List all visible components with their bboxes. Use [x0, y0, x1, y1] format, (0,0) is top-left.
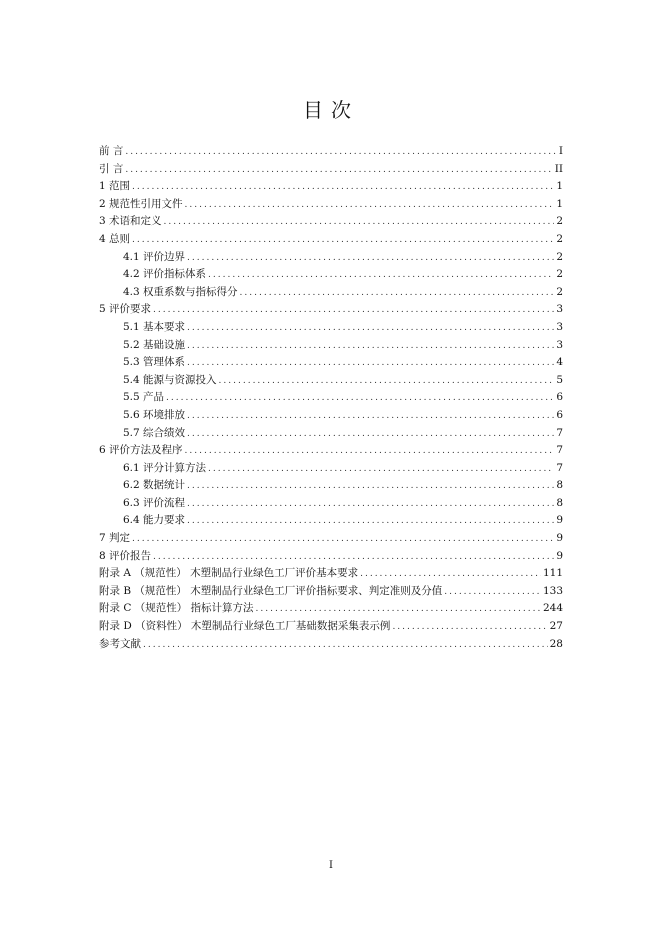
toc-entry-label: 前 言: [99, 145, 124, 157]
toc-entry-label: 5 评价要求: [99, 303, 152, 316]
toc-entry-label: 1 范围: [99, 180, 131, 193]
toc-entry[interactable]: [99, 231, 563, 249]
toc-entry[interactable]: [99, 460, 563, 478]
toc-entry[interactable]: [99, 337, 563, 355]
toc-entry[interactable]: [99, 161, 563, 179]
toc-entry-label: 5.2 基础设施: [123, 338, 186, 351]
toc-dot-leader: [143, 637, 548, 655]
toc-dot-leader: [208, 461, 554, 479]
toc-entry[interactable]: [99, 249, 563, 267]
toc-entry-label: 3 术语和定义: [99, 215, 162, 228]
toc-entry-page: 2: [556, 268, 563, 281]
toc-entry-page: 4: [556, 356, 563, 369]
toc-entry-label: 5.1 基本要求: [123, 320, 186, 333]
toc-entry-label: 5.6 环境排放: [123, 408, 186, 421]
toc-dot-leader: [125, 162, 552, 180]
toc-entry-page: 6: [556, 408, 563, 421]
toc-entry-label: 4.2 评价指标体系: [123, 268, 207, 281]
toc-entry-label: 6.1 评分计算方法: [123, 461, 207, 474]
toc-entry-page: 3: [556, 303, 563, 316]
toc-entry[interactable]: [99, 583, 563, 601]
toc-entry[interactable]: [99, 354, 563, 372]
toc-entry[interactable]: [99, 636, 563, 654]
toc-entry-label: 5.5 产品: [123, 391, 165, 404]
toc-entry[interactable]: [99, 565, 563, 583]
toc-dot-leader: [185, 443, 555, 461]
toc-entry-page: 9: [556, 549, 563, 562]
toc-entry-label: 6.3 评价流程: [123, 496, 186, 509]
table-of-contents: [99, 143, 563, 653]
toc-dot-leader: [187, 250, 554, 268]
toc-entry[interactable]: [99, 530, 563, 548]
toc-entry-page: 27: [549, 620, 563, 633]
toc-entry-label: 5.3 管理体系: [123, 356, 186, 369]
toc-entry[interactable]: [99, 389, 563, 407]
toc-entry[interactable]: [99, 213, 563, 231]
toc-dot-leader: [444, 584, 541, 602]
toc-entry-page: 111: [542, 567, 563, 580]
toc-entry[interactable]: [99, 512, 563, 530]
toc-entry-page: 3: [556, 338, 563, 351]
toc-entry-page: 8: [556, 496, 563, 509]
toc-entry-label: 参考文献: [99, 637, 141, 650]
toc-entry-page: 7: [556, 461, 563, 474]
toc-entry-page: 7: [556, 426, 563, 439]
toc-entry[interactable]: [99, 600, 563, 618]
toc-entry[interactable]: [99, 284, 563, 302]
toc-entry-label: 4.1 评价边界: [123, 250, 186, 263]
toc-entry[interactable]: [99, 548, 563, 566]
toc-entry-page: I: [558, 145, 563, 157]
toc-entry-page: 9: [556, 532, 563, 545]
toc-entry-label: 4 总则: [99, 232, 131, 245]
toc-entry[interactable]: [99, 266, 563, 284]
toc-entry-label: 附录 B （规范性） 木塑制品行业绿色工厂评价指标要求、判定准则及分值: [99, 584, 443, 597]
watermark: [155, 905, 505, 919]
toc-dot-leader: [240, 285, 555, 303]
toc-entry-label: 6.4 能力要求: [123, 514, 186, 527]
toc-dot-leader: [166, 390, 554, 408]
toc-entry[interactable]: [99, 178, 563, 196]
toc-entry-page: 9: [556, 514, 563, 527]
toc-entry[interactable]: [99, 618, 563, 636]
toc-entry[interactable]: [99, 495, 563, 513]
toc-dot-leader: [187, 355, 554, 373]
toc-entry-page: 2: [556, 285, 563, 298]
toc-entry[interactable]: [99, 477, 563, 495]
toc-entry[interactable]: [99, 301, 563, 319]
toc-dot-leader: [187, 408, 554, 426]
toc-entry-page: II: [554, 162, 563, 175]
toc-entry-page: 133: [542, 584, 563, 597]
toc-entry[interactable]: [99, 442, 563, 460]
toc-dot-leader: [219, 373, 555, 391]
toc-entry-label: 附录 C （规范性） 指标计算方法: [99, 602, 254, 615]
toc-dot-leader: [208, 267, 554, 285]
toc-entry[interactable]: [99, 425, 563, 443]
toc-entry-page: 2: [556, 215, 563, 228]
toc-entry-label: 附录 A （规范性） 木塑制品行业绿色工厂评价基本要求: [99, 567, 359, 580]
toc-dot-leader: [187, 513, 554, 531]
toc-entry[interactable]: [99, 319, 563, 337]
toc-entry-label: 5.4 能源与资源投入: [123, 373, 217, 386]
toc-entry[interactable]: [99, 407, 563, 425]
toc-entry-page: 1: [556, 197, 563, 210]
toc-dot-leader: [153, 549, 554, 567]
toc-entry-page: 7: [556, 444, 563, 457]
toc-entry-label: 8 评价报告: [99, 549, 152, 562]
toc-entry-page: 2: [556, 232, 563, 245]
toc-entry-page: 1: [556, 180, 563, 193]
toc-dot-leader: [132, 232, 554, 250]
toc-entry-label: 附录 D （资料性） 木塑制品行业绿色工厂基础数据采集表示例: [99, 620, 391, 633]
toc-dot-leader: [132, 179, 554, 197]
toc-entry-label: 4.3 权重系数与指标得分: [123, 285, 238, 298]
toc-dot-leader: [153, 302, 554, 320]
toc-entry-page: 8: [556, 479, 563, 492]
toc-dot-leader: [164, 214, 555, 232]
toc-entry-page: 3: [556, 320, 563, 333]
toc-dot-leader: [256, 601, 541, 619]
toc-dot-leader: [187, 426, 554, 444]
toc-dot-leader: [187, 338, 554, 356]
toc-entry-page: 6: [556, 391, 563, 404]
toc-entry-label: 6.2 数据统计: [123, 479, 186, 492]
page-number: I: [329, 860, 333, 871]
toc-dot-leader: [125, 144, 557, 162]
toc-entry[interactable]: [99, 143, 563, 161]
toc-entry-label: 2 规范性引用文件: [99, 197, 183, 210]
toc-entry-label: 5.7 综合绩效: [123, 426, 186, 439]
toc-entry-page: 5: [556, 373, 563, 386]
toc-entry-label: 7 判定: [99, 532, 131, 545]
toc-dot-leader: [187, 478, 554, 496]
toc-dot-leader: [392, 619, 547, 637]
toc-entry-page: 244: [542, 602, 563, 615]
page-title: 目次: [303, 98, 359, 122]
toc-entry-page: 2: [556, 250, 563, 263]
toc-dot-leader: [185, 197, 555, 215]
toc-dot-leader: [132, 531, 554, 549]
toc-dot-leader: [360, 566, 541, 584]
toc-entry-label: 6 评价方法及程序: [99, 444, 183, 457]
toc-dot-leader: [187, 320, 554, 338]
toc-entry-label: 引 言: [99, 162, 124, 175]
toc-dot-leader: [187, 496, 554, 514]
toc-entry[interactable]: [99, 196, 563, 214]
toc-entry[interactable]: [99, 372, 563, 390]
toc-entry-page: 28: [549, 637, 563, 650]
